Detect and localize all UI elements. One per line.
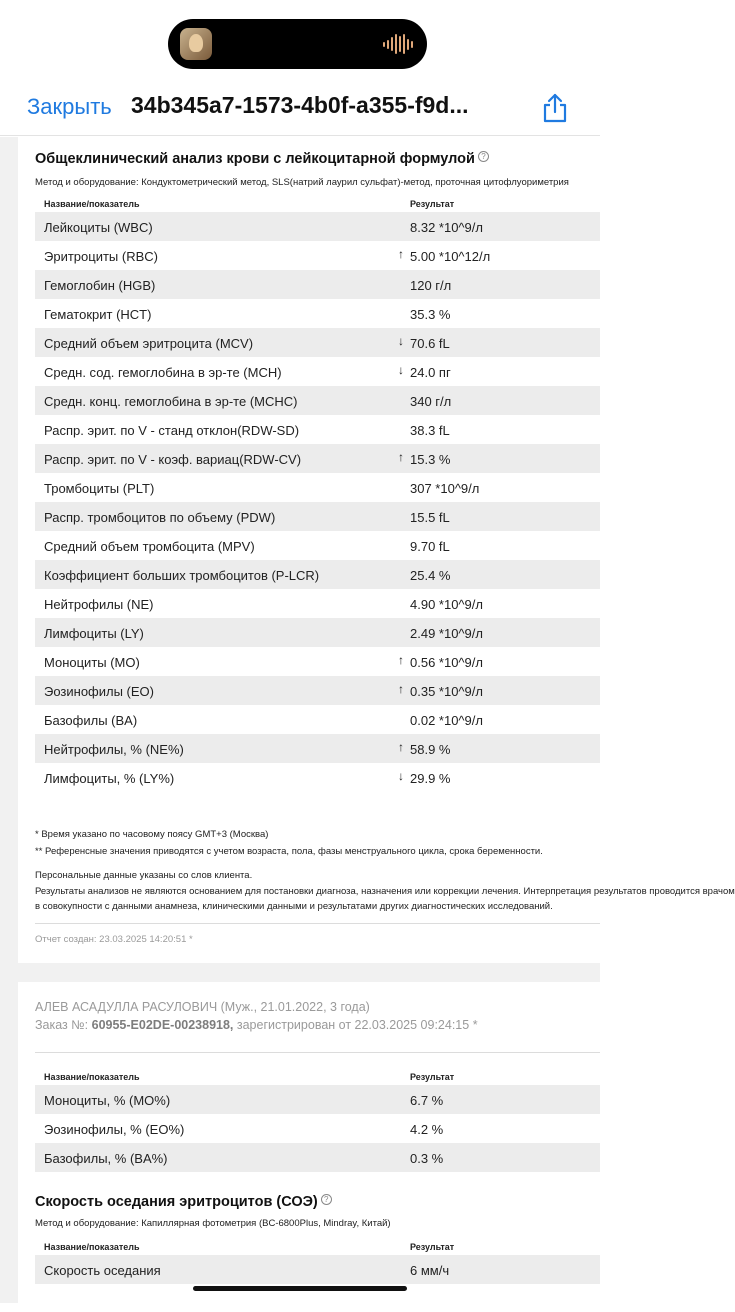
parameter-name: Лимфоциты (LY) — [44, 626, 144, 641]
result-value: 8.32 *10^9/л — [410, 220, 483, 235]
result-value: 4.90 *10^9/л — [410, 597, 483, 612]
help-icon[interactable]: ? — [478, 151, 489, 162]
table-row — [35, 212, 600, 241]
method-text-esr: Метод и оборудование: Капиллярная фотометрия (BC-6800Plus, Mindray, Китай) — [35, 1218, 391, 1229]
parameter-name: Гематокрит (HCT) — [44, 307, 152, 322]
parameter-name: Распр. эрит. по V - станд отклон(RDW-SD) — [44, 423, 300, 438]
parameter-name: Нейтрофилы (NE) — [44, 597, 154, 612]
table-row — [35, 357, 600, 386]
divider — [35, 1052, 600, 1053]
parameter-name: Тромбоциты (PLT) — [44, 481, 155, 496]
table-row — [35, 763, 600, 792]
result-value: 120 г/л — [410, 278, 452, 293]
media-thumbnail — [180, 28, 212, 60]
table-row — [35, 444, 600, 473]
table-row — [35, 618, 600, 647]
home-indicator[interactable] — [193, 1286, 407, 1291]
result-value: 9.70 fL — [410, 539, 450, 554]
table-header — [35, 194, 600, 212]
table-row — [35, 502, 600, 531]
result-value: 70.6 fL — [410, 336, 450, 351]
parameter-name: Лимфоциты, % (LY%) — [44, 771, 175, 786]
parameter-name: Средн. конц. гемоглобина в эр-те (MCHC) — [44, 394, 298, 409]
table-row — [35, 1085, 600, 1114]
result-value: 38.3 fL — [410, 423, 450, 438]
divider — [35, 923, 600, 924]
section-title-cbc: Общеклинический анализ крови с лейкоцитарной формулой ? — [35, 151, 489, 167]
audio-waveform-icon — [383, 34, 413, 54]
parameter-name: Лейкоциты (WBC) — [44, 220, 153, 235]
table-row — [35, 676, 600, 705]
column-header-name: Название/показатель — [44, 199, 140, 209]
table-row — [35, 560, 600, 589]
result-value: 0.3 % — [410, 1151, 444, 1166]
column-header-name: Название/показатель — [44, 1072, 140, 1082]
table-row — [35, 1114, 600, 1143]
result-value: 15.5 fL — [410, 510, 450, 525]
column-header-result: Результат — [410, 1072, 455, 1082]
result-value: 29.9 % — [410, 771, 451, 786]
result-value: 6 мм/ч — [410, 1263, 450, 1278]
result-value: 24.0 пг — [410, 365, 451, 380]
parameter-name: Эозинофилы, % (EO%) — [44, 1122, 185, 1137]
result-value: 2.49 *10^9/л — [410, 626, 483, 641]
result-value: 5.00 *10^12/л — [410, 249, 491, 264]
table-row — [35, 647, 600, 676]
column-header-result: Результат — [410, 199, 455, 209]
parameter-name: Эритроциты (RBC) — [44, 249, 158, 264]
result-value: 4.2 % — [410, 1122, 444, 1137]
result-value: 25.4 % — [410, 568, 451, 583]
parameter-name: Моноциты (MO) — [44, 655, 140, 670]
parameter-name: Коэффициент больших тромбоцитов (P-LCR) — [44, 568, 320, 583]
parameter-name: Моноциты, % (MO%) — [44, 1093, 171, 1108]
document-title: 34b345a7-1573-4b0f-a355-f9d... — [131, 92, 469, 118]
parameter-name: Средний объем тромбоцита (MPV) — [44, 539, 255, 554]
table-row — [35, 473, 600, 502]
parameter-name: Средн. сод. гемоглобина в эр-те (MCH) — [44, 365, 282, 380]
result-value: 0.35 *10^9/л — [410, 684, 483, 699]
arrow-down-icon: ↓ — [398, 769, 404, 783]
parameter-name: Гемоглобин (HGB) — [44, 278, 156, 293]
arrow-down-icon: ↓ — [398, 363, 404, 377]
arrow-up-icon: ↑ — [398, 740, 404, 754]
result-value: 6.7 % — [410, 1093, 444, 1108]
table-row — [35, 1255, 600, 1284]
method-text-cbc: Метод и оборудование: Кондуктометрический метод, SLS(натрий лаурил сульфат)-метод, проточная цитофлуориметрия — [35, 177, 569, 188]
table-row — [35, 734, 600, 763]
parameter-name: Скорость оседания — [44, 1263, 161, 1278]
arrow-up-icon: ↑ — [398, 450, 404, 464]
time-zone-note: * Время указано по часовому поясу GMT+3 (Москва) — [35, 829, 269, 840]
parameter-name: Эозинофилы (EO) — [44, 684, 154, 699]
parameter-name: Средний объем эритроцита (MCV) — [44, 336, 254, 351]
order-number: 60955-E02DE-00238918, — [91, 1018, 234, 1032]
column-header-name: Название/показатель — [44, 1242, 140, 1252]
results-table-cbc — [35, 194, 600, 792]
disclaimer-note-2: в совокупности с данными анамнеза, клиническими данными и результатами других диагностических исследований. — [35, 901, 553, 912]
result-value: 307 *10^9/л — [410, 481, 480, 496]
result-value: 35.3 % — [410, 307, 451, 322]
table-row — [35, 328, 600, 357]
table-row — [35, 705, 600, 734]
table-row — [35, 589, 600, 618]
dynamic-island[interactable] — [168, 19, 427, 69]
order-info: Заказ №: 60955-E02DE-00238918, зарегистрирован от 22.03.2025 09:24:15 * — [35, 1018, 478, 1032]
table-row — [35, 531, 600, 560]
disclaimer-note-1: Результаты анализов не являются основанием для постановки диагноза, назначения или коррекции лечения. Интерпретация результатов проводится врачом — [35, 886, 735, 897]
arrow-up-icon: ↑ — [398, 682, 404, 696]
table-header — [35, 1067, 600, 1085]
table-row — [35, 270, 600, 299]
parameter-name: Распр. эрит. по V - коэф. вариац(RDW-CV) — [44, 452, 302, 467]
table-row — [35, 299, 600, 328]
arrow-down-icon: ↓ — [398, 334, 404, 348]
result-value: 58.9 % — [410, 742, 451, 757]
close-button[interactable]: Закрыть — [27, 94, 112, 119]
table-row — [35, 415, 600, 444]
help-icon[interactable]: ? — [321, 1194, 332, 1205]
patient-info: АЛЕВ АСАДУЛЛА РАСУЛОВИЧ (Муж., 21.01.2022, 3 года) — [35, 1000, 370, 1014]
results-table-esr — [35, 1237, 600, 1284]
table-header — [35, 1237, 600, 1255]
personal-data-note: Персональные данные указаны со слов клиента. — [35, 870, 253, 881]
reference-note: ** Референсные значения приводятся с учетом возраста, пола, фазы менструального цикла, срока беременности. — [35, 846, 543, 857]
arrow-up-icon: ↑ — [398, 247, 404, 261]
table-row — [35, 386, 600, 415]
share-icon[interactable] — [540, 92, 570, 124]
table-row — [35, 1143, 600, 1172]
table-row — [35, 241, 600, 270]
section-title-esr: Скорость оседания эритроцитов (СОЭ) ? — [35, 1194, 332, 1210]
result-value: 15.3 % — [410, 452, 451, 467]
parameter-name: Нейтрофилы, % (NE%) — [44, 742, 184, 757]
result-value: 340 г/л — [410, 394, 452, 409]
parameter-name: Распр. тромбоцитов по объему (PDW) — [44, 510, 276, 525]
report-created-timestamp: Отчет создан: 23.03.2025 14:20:51 * — [35, 934, 193, 945]
arrow-up-icon: ↑ — [398, 653, 404, 667]
result-value: 0.02 *10^9/л — [410, 713, 483, 728]
navigation-bar — [0, 78, 600, 136]
column-header-result: Результат — [410, 1242, 455, 1252]
results-table-cbc-continued — [35, 1067, 600, 1172]
result-value: 0.56 *10^9/л — [410, 655, 483, 670]
parameter-name: Базофилы, % (BA%) — [44, 1151, 168, 1166]
parameter-name: Базофилы (BA) — [44, 713, 138, 728]
